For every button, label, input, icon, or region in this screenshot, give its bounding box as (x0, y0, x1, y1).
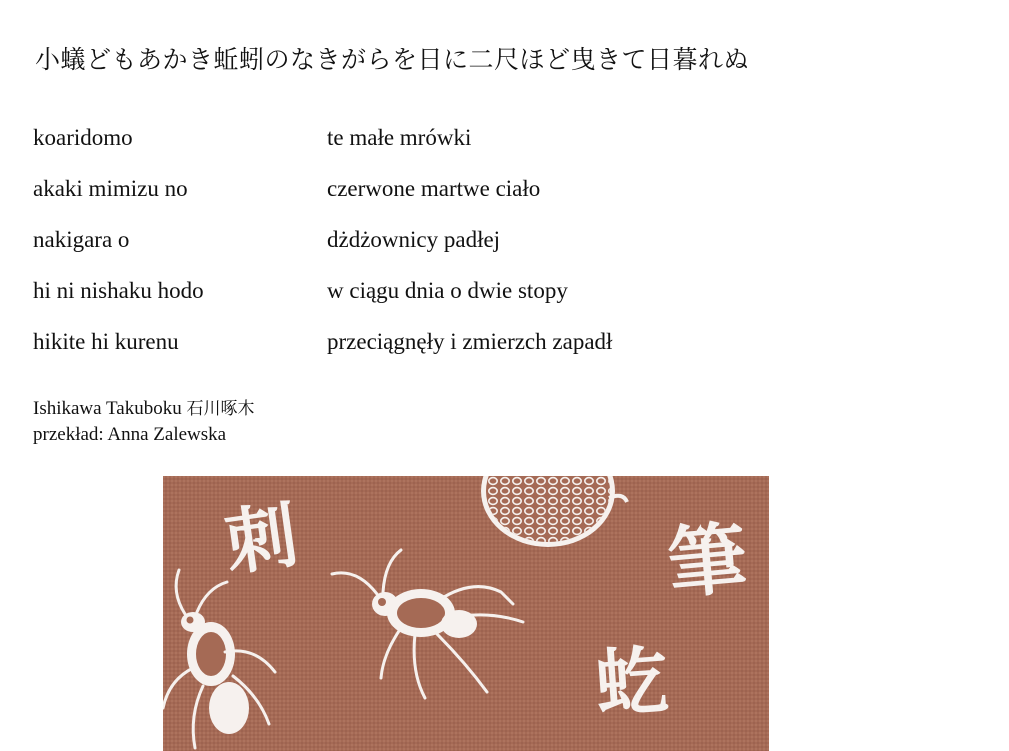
romaji-line: nakigara o (33, 226, 130, 252)
polish-line: przeciągnęły i zmierzch zapadł (327, 328, 613, 354)
romaji-line: akaki mimizu no (33, 175, 188, 201)
credits (33, 396, 254, 448)
translator-line: przekład: Anna Zalewska (33, 424, 227, 445)
polish-line: czerwone martwe ciało (327, 175, 541, 201)
poem-table (33, 112, 612, 367)
illustration-canvas (163, 476, 769, 751)
poem-line (33, 163, 612, 214)
poem-line (33, 316, 612, 367)
polish-line: te małe mrówki (327, 124, 472, 150)
calligraphy-left: 刺 (219, 492, 303, 586)
poem-line (33, 265, 612, 316)
romaji-line: koaridomo (33, 124, 133, 150)
polish-line: w ciągu dnia o dwie stopy (327, 277, 568, 303)
poem-line (33, 214, 612, 265)
romaji-line: hikite hi kurenu (33, 328, 179, 354)
calligraphy-right-bottom: 虼 (592, 637, 673, 729)
japanese-poem-text: 小蟻どもあかき蚯蚓のなきがらを日に二尺ほど曳きて日暮れぬ (35, 45, 750, 74)
ant-illustration-photo (163, 476, 769, 751)
calligraphy-right-top: 筆 (664, 513, 751, 611)
author-name: Ishikawa Takuboku (33, 398, 182, 419)
polish-line: dżdżownicy padłej (327, 226, 501, 252)
romaji-line: hi ni nishaku hodo (33, 277, 204, 303)
poem-line (33, 112, 612, 163)
author-kanji: 石川啄木 (186, 399, 255, 419)
author-line (33, 396, 254, 422)
